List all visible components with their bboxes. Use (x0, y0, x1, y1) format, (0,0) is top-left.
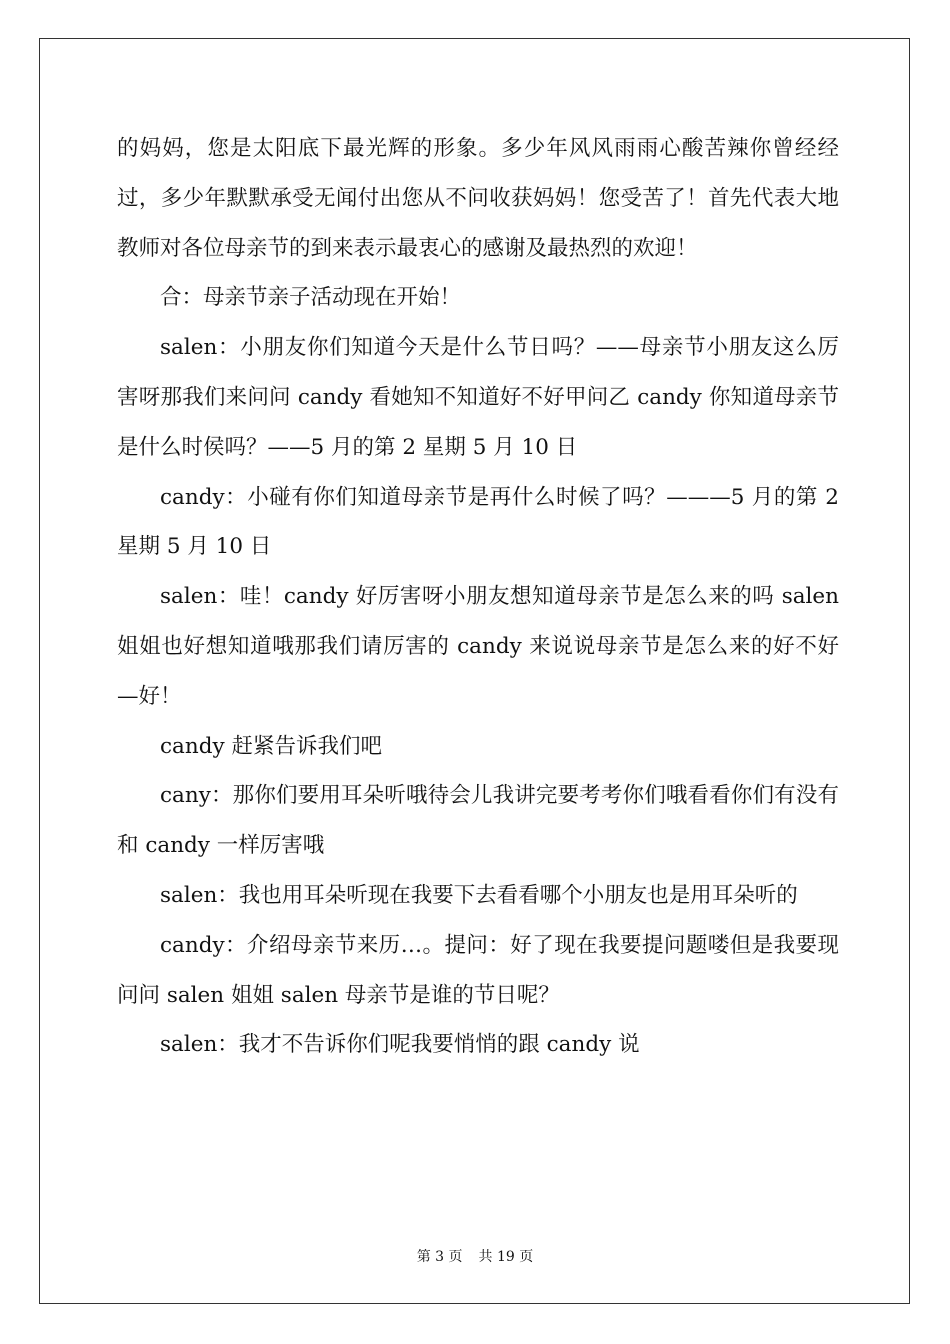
paragraph: candy：介绍母亲节来历…。提问：好了现在我要提问题喽但是我要现问问 salen 姐姐 salen 母亲节是谁的节日呢？ (117, 932, 839, 1008)
document-body (117, 124, 839, 1070)
paragraph: salen：我才不告诉你们呢我要悄悄的跟 candy 说 (160, 1032, 640, 1058)
page-number-total: 共 19 页 (478, 1249, 534, 1265)
paragraph: salen：哇！candy 好厉害呀小朋友想知道母亲节是怎么来的吗 salen 姐姐也好想知道哦那我们请厉害的 candy 来说说母亲节是怎么来的好不好—好！ (117, 584, 839, 709)
page-number-current: 第 3 页 (416, 1249, 463, 1265)
paragraph: candy：小碰有你们知道母亲节是再什么时候了吗？———5 月的第 2 星期 5 月 10 日 (117, 484, 839, 560)
paragraph: 合：母亲节亲子活动现在开始！ (160, 285, 462, 311)
paragraph: candy 赶紧告诉我们吧 (160, 733, 382, 759)
paragraph: 的妈妈，您是太阳底下最光辉的形象。多少年风风雨雨心酸苦辣你曾经经过，多少年默默承受无闻付出您从不问收获妈妈！您受苦了！首先代表大地教师对各位母亲节的到来表示最衷心的感谢及最热烈的欢迎！ (117, 136, 839, 261)
paragraph: salen：我也用耳朵听现在我要下去看看哪个小朋友也是用耳朵听的 (160, 882, 798, 908)
paragraph: salen：小朋友你们知道今天是什么节日吗？——母亲节小朋友这么厉害呀那我们来问问 candy 看她知不知道好不好甲问乙 candy 你知道母亲节是什么时侯吗？——5 月的第 2 星期 5 月 10 日 (117, 335, 839, 460)
paragraph: cany：那你们要用耳朵听哦待会儿我讲完要考考你们哦看看你们有没有和 candy 一样厉害哦 (117, 783, 839, 859)
page-footer (0, 1246, 950, 1266)
